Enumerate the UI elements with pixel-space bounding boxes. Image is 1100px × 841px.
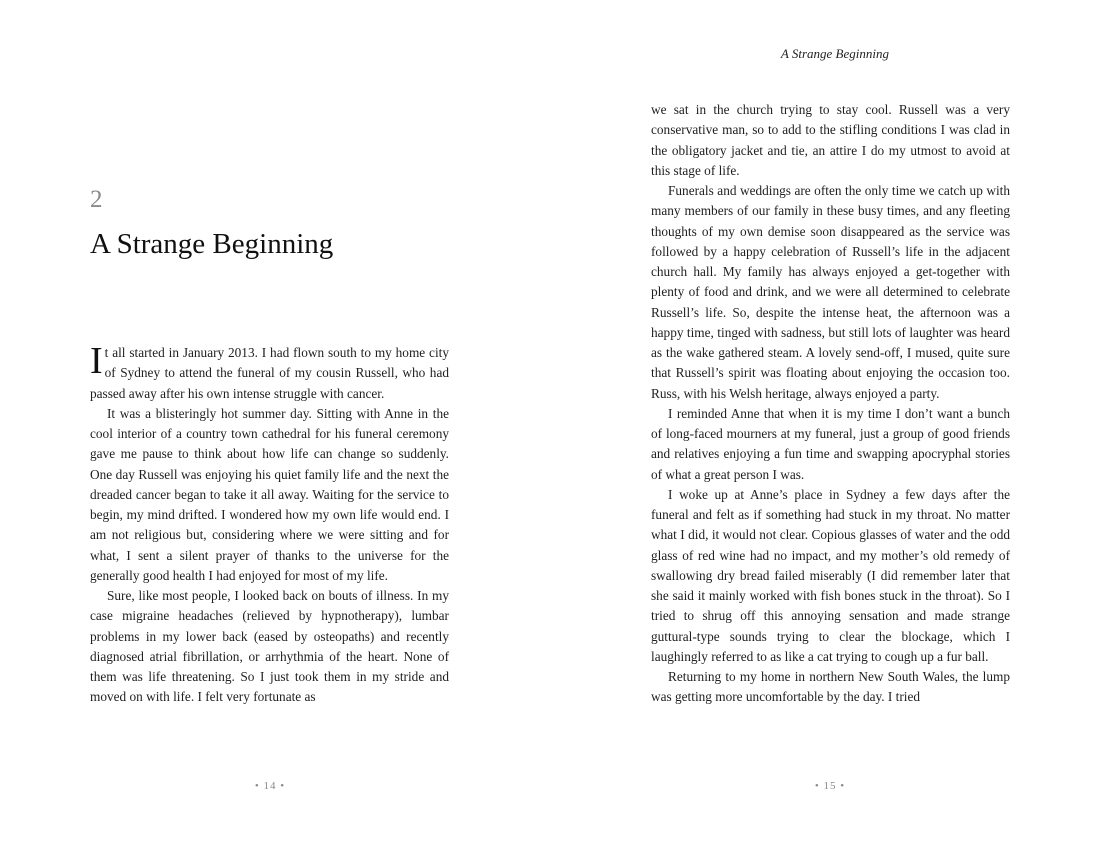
- paragraph: Funerals and weddings are often the only time we catch up with many members of our family in these busy times, and any fleeting thoughts of my own demise soon disappeared as the service was followed by a happy celebration of Russell’s life in the adjacent church hall. My family has always enjoyed a get-together with plenty of food and drink, and we were all determined to celebrate Russell’s life. So, despite the intense heat, the afternoon was a happy time, tinged with sadness, but still lots of laughter was heard as the wake gathered steam. A lovely send-off, I mused, quite sure that Russell’s spirit was floating about enjoying the occasion too. Russ, with his Welsh heritage, always enjoyed a party.: [651, 183, 1010, 401]
- drop-cap: I: [90, 340, 103, 382]
- paragraph: It was a blisteringly hot summer day. Sitting with Anne in the cool interior of a country town cathedral for his funeral ceremony gave me pause to think about how life can change so suddenly. One day Russell was enjoying his quiet family life and the next the dreaded cancer began to take it all away. Waiting for the service to begin, my mind drifted. I wondered how my own life would end. I am not religious but, considering where we were sitting and for what, I sent a silent prayer of thanks to the universe for the generally good health I had enjoyed for most of my life.: [90, 405, 449, 583]
- paragraph: [90, 340, 449, 404]
- paragraph: we sat in the church trying to stay cool. Russell was a very conservative man, so to add to the stifling conditions I was clad in the obligatory jacket and tie, an attire I do my utmost to avoid at this stage of life.: [651, 102, 1010, 178]
- paragraph: Sure, like most people, I looked back on bouts of illness. In my case migraine headaches (relieved by hypnotherapy), lumbar problems in my lower back (eased by osteopaths) and recently diagnosed atrial fibrillation, or arrhythmia of the heart. None of them was life threatening. So I just took them in my stride and moved on with life. I felt very fortunate as: [90, 588, 449, 705]
- paragraph-text: t all started in January 2013. I had flown south to my home city of Sydney to attend the funeral of my cousin Russell, who had passed away after his own intense struggle with cancer.: [90, 345, 449, 401]
- paragraph: I reminded Anne that when it is my time I don’t want a bunch of long-faced mourners at my funeral, just a group of good friends and relatives enjoying a fun time and swapping apocryphal stories of what a great person I was.: [651, 405, 1010, 482]
- right-body-text: [651, 100, 1010, 708]
- page-number: • 15 •: [814, 780, 846, 792]
- chapter-title: A Strange Beginning: [90, 228, 334, 260]
- left-body-text: [90, 340, 449, 708]
- page-number: • 14 •: [254, 780, 286, 792]
- running-head: A Strange Beginning: [780, 46, 889, 61]
- paragraph: I woke up at Anne’s place in Sydney a few days after the funeral and felt as if something had stuck in my throat. No matter what I did, it would not clear. Copious glasses of water and the odd glass of red wine had no impact, and my mother’s old remedy of swallowing dry bread failed miserably (I did remember later that she said it mainly worked with fish bones stuck in the throat). So I tried to shrug off this annoying sensation and made strange guttural-type sounds trying to clear the blockage, which I laughingly referred to as like a cat trying to cough up a fur ball.: [651, 486, 1010, 664]
- right-page: [550, 0, 1100, 841]
- chapter-number: 2: [90, 186, 103, 213]
- paragraph: Returning to my home in northern New South Wales, the lump was getting more uncomfortable by the day. I tried: [651, 669, 1010, 705]
